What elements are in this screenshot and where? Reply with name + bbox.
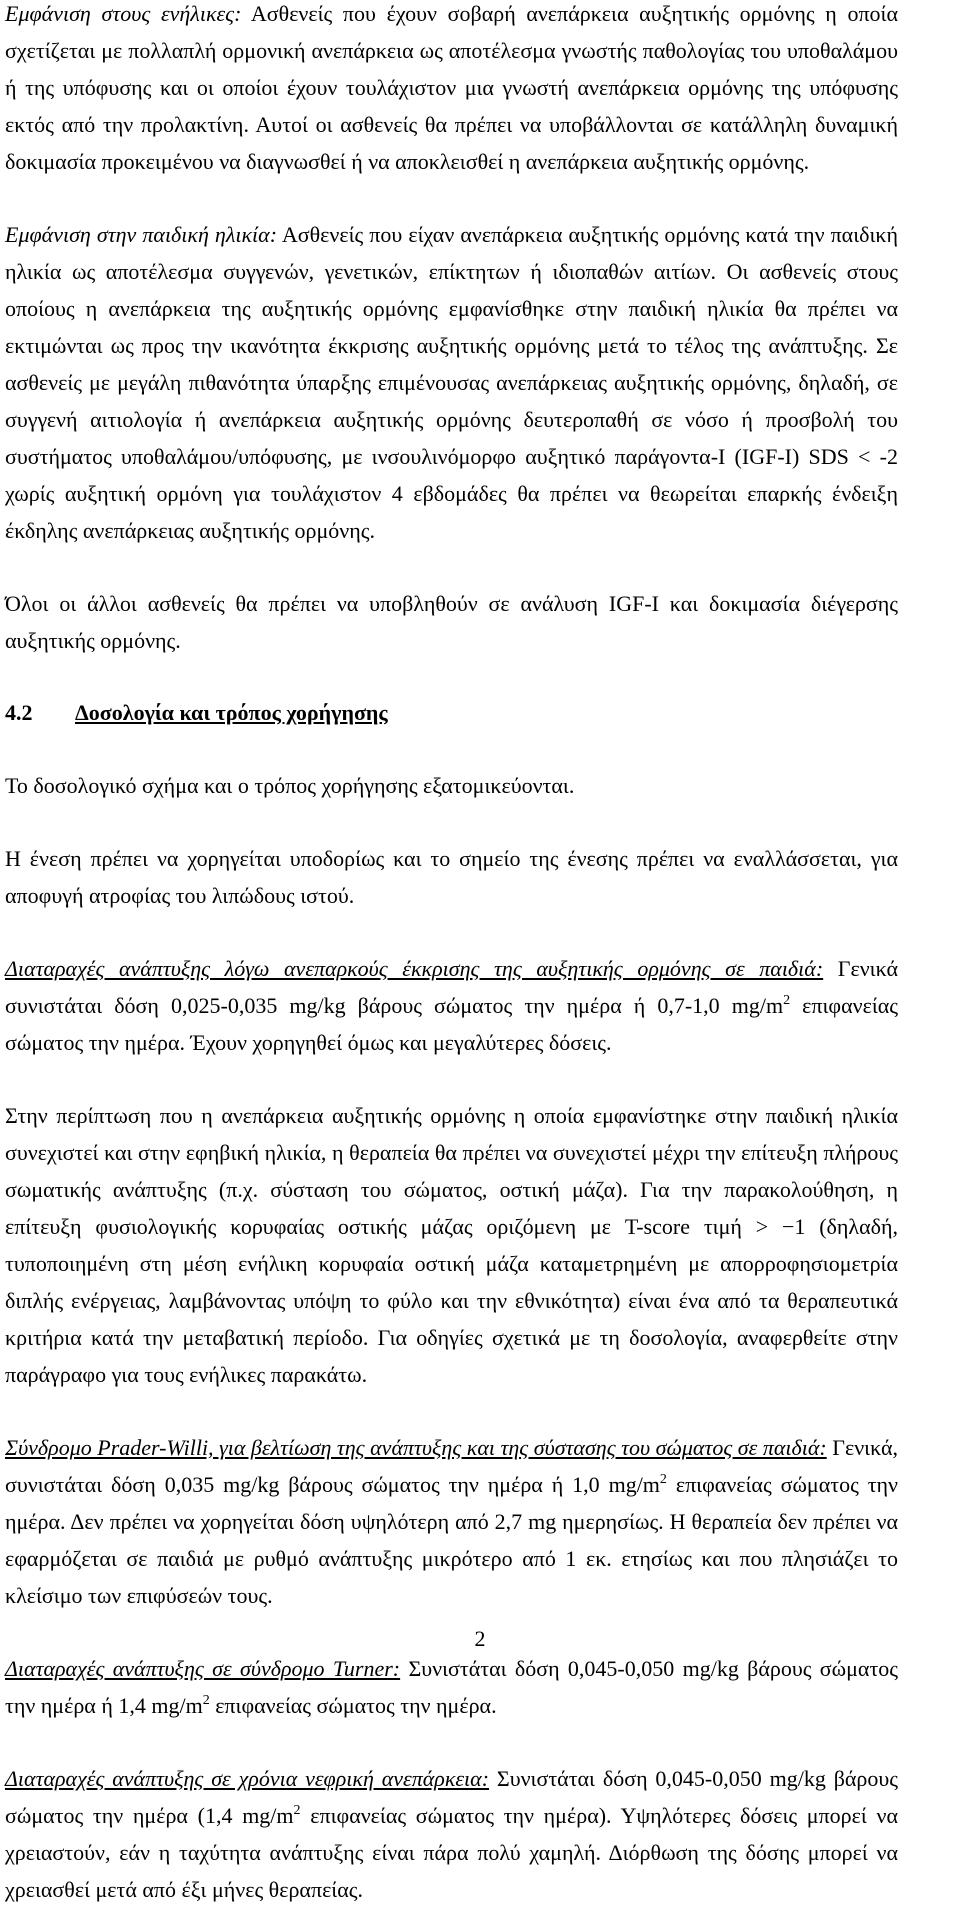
superscript-prader-willi: 2 (659, 1472, 667, 1487)
paragraph-renal (5, 1760, 898, 1908)
superscript-child-ghd: 2 (783, 993, 791, 1008)
text-childhood-onset: Ασθενείς που είχαν ανεπάρκεια αυξητικής ορμόνης κατά την παιδική ηλικία ως αποτέλεσμα συγγενών, γενετικών, επίκτητων ή ιδιοπαθών αιτίων. Οι ασθενείς στους οποίους η ανεπάρκεια της αυξητικής ορμόνης εμφανίσθηκε στην παιδική ηλικία θα πρέπει να εκτιμώνται ως προς την ικανότητα έκκρισης αυξητικής ορμόνης μετά το τέλος της ανάπτυξης. Σε ασθενείς με μεγάλη πιθανότητα ύπαρξης επιμένουσας ανεπάρκειας αυξητικής ορμόνης, δηλαδή, σε συγγενή αιτιολογία ή ανεπάρκεια αυξητικής ορμόνης δευτεροπαθή σε νόσο ή προσβολή του συστήματος υποθαλάμου/υπόφυσης, με ινσουλινόμορφο αυξητικό παράγοντα-Ι (IGF-I) SDS < -2 χωρίς αυξητική ορμόνη για τουλάχιστον 4 εβδομάδες θα πρέπει να θεωρείται επαρκής ένδειξη έκδηλης ανεπάρκειας αυξητικής ορμόνης. (5, 222, 899, 543)
superscript-turner: 2 (202, 1693, 210, 1708)
text-prader-willi-before: Γενικά, συνιστάται δόση 0,035 mg/kg βάρους σώματος την ημέρα ή 1,0 mg/m (5, 1435, 898, 1497)
label-turner: Διαταραχές ανάπτυξης σε σύνδρομο Turner: (5, 1656, 401, 1681)
paragraph-injection: Η ένεση πρέπει να χορηγείται υποδορίως και το σημείο της ένεσης πρέπει να εναλλάσσεται, για αποφυγή ατροφίας του λιπώδους ιστού. (5, 846, 898, 908)
text-child-ghd-before: Γενικά συνιστάται δόση 0,025-0,035 mg/kg βάρους σώματος την ημέρα ή 0,7-1,0 mg/m (5, 956, 898, 1018)
section-heading (5, 694, 898, 731)
paragraph-turner (5, 1650, 898, 1724)
text-adult-onset: Ασθενείς που έχουν σοβαρή ανεπάρκεια αυξητικής ορμόνης η οποία σχετίζεται με πολλαπλή ορμονική ανεπάρκεια ως αποτέλεσμα γνωστής παθολογίας του υποθαλάμου ή της υπόφυσης και οι οποίοι έχουν τουλάχιστον μια γνωστή ανεπάρκεια ορμόνης της υπόφυσης εκτός από την προλακτίνη. Αυτοί οι ασθενείς θα πρέπει να υποβάλλονται σε κατάλληλη δυναμική δοκιμασία προκειμένου να διαγνωσθεί ή να αποκλεισθεί η ανεπάρκεια αυξητικής ορμόνης. (5, 1, 899, 174)
text-prader-willi-after: επιφανείας σώματος την ημέρα. Δεν πρέπει να χορηγείται δόση υψηλότερη από 2,7 mg ημερησίως. Η θεραπεία δεν πρέπει να εφαρμόζεται σε παιδιά με ρυθμό ανάπτυξης μικρότερο από 1 εκ. ετησίως και που πλησιάζει το κλείσιμο των επιφύσεών τους. (5, 1472, 899, 1608)
paragraph-adult-onset (5, 0, 898, 180)
label-prader-willi: Σύνδρομο Prader-Willi, για βελτίωση της ανάπτυξης και της σύστασης του σώματος σε παιδιά: (5, 1435, 827, 1460)
label-adult-onset: Εμφάνιση στους ενήλικες: (5, 1, 242, 26)
text-turner-before: Συνιστάται δόση 0,045-0,050 mg/kg βάρους σώματος την ημέρα ή 1,4 mg/m (5, 1656, 898, 1718)
text-renal-before: Συνιστάται δόση 0,045-0,050 mg/kg βάρους σώματος την ημέρα (1,4 mg/m (5, 1766, 898, 1828)
paragraph-dosing-individual: Το δοσολογικό σχήμα και ο τρόπος χορήγησης εξατομικεύονται. (5, 773, 575, 798)
text-turner-after: επιφανείας σώματος την ημέρα. (209, 1693, 497, 1718)
paragraph-childhood-onset (5, 216, 898, 549)
paragraph-persist-adolescence: Στην περίπτωση που η ανεπάρκεια αυξητικής ορμόνης η οποία εμφανίστηκε στην παιδική ηλικία συνεχιστεί και στην εφηβική ηλικία, η θεραπεία θα πρέπει να συνεχιστεί μέχρι την επίτευξη πλήρους σωματικής ανάπτυξης (π.χ. σύσταση του σώματος, οστική μάζα). Για την παρακολούθηση, η επίτευξη φυσιολογικής κορυφαίας οστικής μάζας οριζόμενη με T-score τιμή > −1 (δηλαδή, τυποποιημένη στη μέση ενήλικη κορυφαία οστική μάζα καταμετρημένη με απορροφησιομετρία διπλής ενέργειας, λαμβάνοντας υπόψη το φύλο και την εθνικότητα) είναι ένα από τα θεραπευτικά κριτήρια κατά την μεταβατική περίοδο. Για οδηγίες σχετικά με τη δοσολογία, αναφερθείτε στην παράγραφο για τους ενήλικες παρακάτω. (5, 1103, 898, 1387)
paragraph-prader-willi (5, 1429, 898, 1614)
paragraph-child-ghd (5, 950, 898, 1061)
text-child-ghd-after: επιφανείας σώματος την ημέρα. Έχουν χορηγηθεί όμως και μεγαλύτερες δόσεις. (5, 993, 898, 1055)
section-title: Δοσολογία και τρόπος χορήγησης (75, 700, 388, 725)
label-childhood-onset: Εμφάνιση στην παιδική ηλικία: (5, 222, 278, 247)
paragraph-all-others: Όλοι οι άλλοι ασθενείς θα πρέπει να υποβληθούν σε ανάλυση IGF-I και δοκιμασία διέγερσης αυξητικής ορμόνης. (5, 591, 898, 653)
label-child-ghd: Διαταραχές ανάπτυξης λόγω ανεπαρκούς έκκρισης της αυξητικής ορμόνης σε παιδιά: (5, 956, 824, 981)
text-renal-after: επιφανείας σώματος την ημέρα). Υψηλότερες δόσεις μπορεί να χρειαστούν, εάν η ταχύτητα ανάπτυξης είναι πάρα πολύ χαμηλή. Διόρθωση της δόσης μπορεί να χρειασθεί μετά από έξι μήνες θεραπείας. (5, 1803, 898, 1902)
superscript-renal: 2 (293, 1803, 301, 1818)
section-number: 4.2 (5, 700, 33, 725)
page-number: 2 (474, 1626, 486, 1651)
label-renal: Διαταραχές ανάπτυξης σε χρόνια νεφρική ανεπάρκεια: (5, 1766, 490, 1791)
